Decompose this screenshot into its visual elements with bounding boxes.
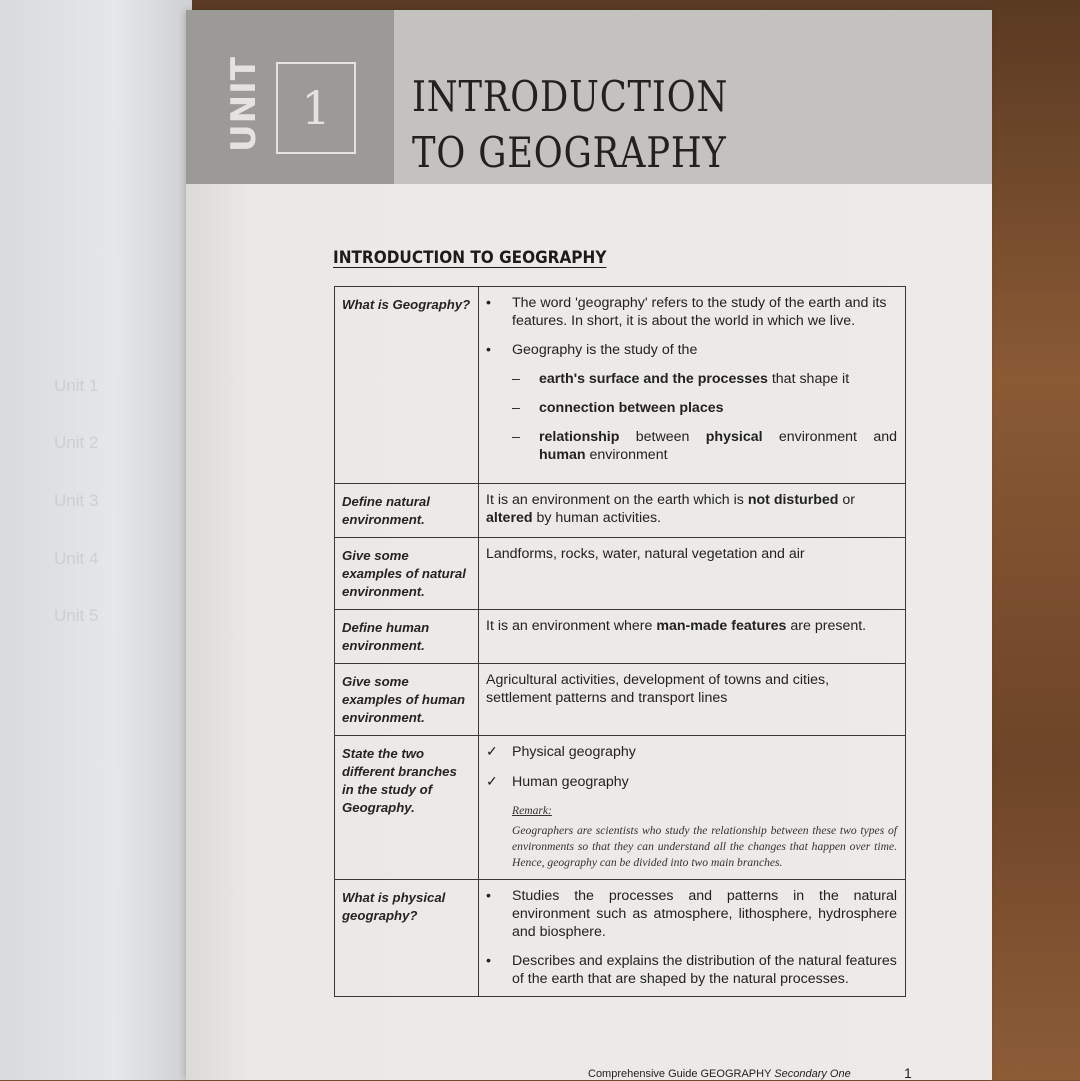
unit-title-line-1: INTRODUCTION xyxy=(412,72,729,121)
left-page xyxy=(0,0,192,1080)
bullet-item: • Studies the processes and patterns in the natural environment such as atmosphere, lithosphere, hydrosphere and biosphere. xyxy=(486,888,897,940)
page-number: 1 xyxy=(904,1065,912,1081)
dash-item: – relationship between physical environment and human environment xyxy=(512,429,897,463)
unit-title-line-2: TO GEOGRAPHY xyxy=(412,128,727,177)
table-row xyxy=(335,610,906,664)
question-cell: State the two different branches in the study of Geography. xyxy=(335,736,479,880)
ghost-text: Unit 2 xyxy=(54,433,99,452)
question-cell: What is physical geography? xyxy=(335,880,479,997)
bullet-icon: • xyxy=(486,953,491,969)
qa-table xyxy=(334,286,906,997)
question-cell: Define natural environment. xyxy=(335,484,479,538)
answer-cell xyxy=(479,736,906,880)
table-row xyxy=(335,664,906,736)
question-cell: What is Geography? xyxy=(335,287,479,484)
checkmark-icon: ✓ xyxy=(486,744,498,760)
section-heading: INTRODUCTION TO GEOGRAPHY xyxy=(333,248,607,268)
page-footer: Comprehensive Guide GEOGRAPHY Secondary One xyxy=(588,1068,851,1080)
question-cell: Give some examples of natural environment. xyxy=(335,538,479,610)
answer-cell: Agricultural activities, development of towns and cities, settlement patterns and transport lines xyxy=(479,664,906,736)
bullet-icon: • xyxy=(486,888,491,904)
table-row xyxy=(335,287,906,484)
unit-block xyxy=(186,10,394,184)
table-row xyxy=(335,484,906,538)
table-row xyxy=(335,736,906,880)
remark-note xyxy=(486,803,897,871)
bullet-item: • Describes and explains the distribution of the natural features of the earth that are shaped by the natural processes. xyxy=(486,953,897,987)
book-page xyxy=(186,10,992,1080)
dash-icon: – xyxy=(512,371,520,387)
checkmark-icon: ✓ xyxy=(486,774,498,790)
table-row xyxy=(335,538,906,610)
question-cell: Give some examples of human environment. xyxy=(335,664,479,736)
table-row xyxy=(335,880,906,997)
bullet-icon: • xyxy=(486,295,491,311)
answer-cell xyxy=(479,287,906,484)
ghost-text: Unit 1 xyxy=(54,376,99,395)
ghost-text: Unit 3 xyxy=(54,491,99,510)
dash-icon: – xyxy=(512,400,520,416)
header-band xyxy=(186,10,992,184)
dash-icon: – xyxy=(512,429,520,445)
ghost-text: Unit 4 xyxy=(54,549,99,568)
ghost-text: Unit 5 xyxy=(54,606,99,625)
remark-text: Geographers are scientists who study the relationship between these two types of environments so that they can understand all the changes that happen over time. Hence, geography can be divided into two main branches. xyxy=(512,824,897,869)
bullet-item: • The word 'geography' refers to the study of the earth and its features. In short, it is about the world in which we live. xyxy=(486,295,887,329)
bullet-icon: • xyxy=(486,342,491,358)
answer-cell xyxy=(479,880,906,997)
unit-number: 1 xyxy=(276,62,356,154)
remark-title: Remark: xyxy=(512,804,552,817)
bullet-item: • Geography is the study of the xyxy=(486,342,698,358)
check-item: ✓ Physical geography xyxy=(486,744,636,760)
answer-cell: It is an environment on the earth which is not disturbed or altered by human activities. xyxy=(479,484,906,538)
question-cell: Define human environment. xyxy=(335,610,479,664)
answer-cell: Landforms, rocks, water, natural vegetation and air xyxy=(479,538,906,610)
answer-cell: It is an environment where man-made features are present. xyxy=(479,610,906,664)
unit-label: UNIT xyxy=(224,56,264,152)
check-item: ✓ Human geography xyxy=(486,774,629,790)
dash-item: – connection between places xyxy=(512,400,724,416)
dash-item: – earth's surface and the processes that shape it xyxy=(512,371,850,387)
